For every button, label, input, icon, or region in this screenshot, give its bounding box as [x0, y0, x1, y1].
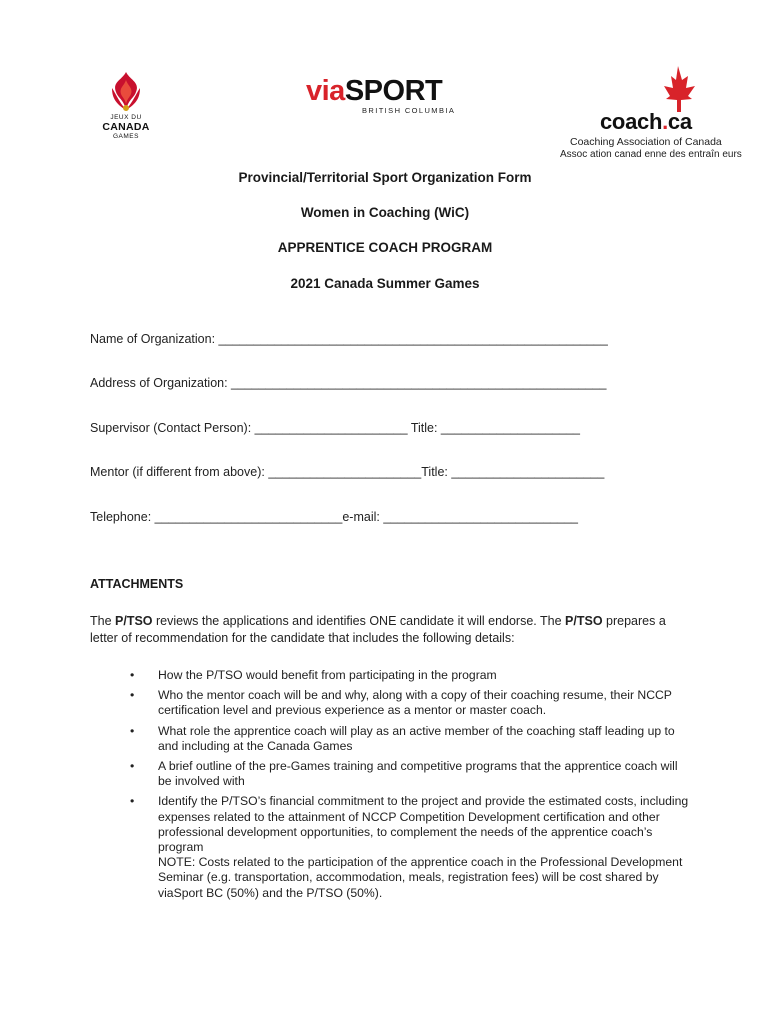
games-title: 2021 Canada Summer Games — [290, 276, 480, 291]
intro-ptso-2: P/TSO — [565, 614, 603, 628]
intro-text-b: reviews the applications and identifies ONE candidate it will endorse. The — [152, 614, 566, 628]
canada-games-line2: CANADA — [102, 121, 150, 133]
cost-note: NOTE: Costs related to the participation of the apprentice coach in the Professional Development Seminar (e.g. transportation, accommodation, meals, registration fees) will be cost shared by viaSport BC (50%) and the P/TSO (50%). — [158, 855, 683, 900]
apprentice-title: APPRENTICE COACH PROGRAM — [277, 240, 493, 255]
intro-text-a: The — [90, 614, 116, 628]
organization-field[interactable]: Name of Organization: ________________________________________________________ — [90, 332, 608, 346]
supervisor-field[interactable]: Supervisor (Contact Person): ______________________ Title: ____________________ — [90, 421, 580, 435]
list-item — [130, 688, 690, 718]
list-item-text: How the P/TSO would benefit from participating in the program — [158, 668, 497, 682]
intro-text-c: prepares a letter of recommendation for the candidate that includes the following details: — [90, 614, 666, 645]
canada-games-line1: JEUX DU — [110, 114, 142, 121]
coach-ca-subtitle-en: Coaching Association of Canada — [570, 136, 722, 148]
intro-ptso-1: P/TSO — [115, 614, 153, 628]
telephone-field[interactable]: Telephone: ___________________________e-mail: ____________________________ — [90, 510, 578, 524]
list-item-text: A brief outline of the pre-Games training and competitive programs that the apprentice coach will be involved with — [158, 759, 678, 789]
form-title: Provincial/Territorial Sport Organization Form — [238, 170, 532, 185]
canada-games-logo — [97, 70, 155, 148]
list-item — [130, 668, 690, 683]
attachments-intro — [90, 613, 690, 647]
coach-ca-subtitle-fr: Assoc ation canad enne des entraîn eurs — [560, 149, 742, 160]
viasport-logo — [306, 76, 468, 120]
viasport-subtitle: BRITISH COLUMBIA — [362, 106, 456, 115]
canada-games-line3: GAMES — [113, 133, 139, 140]
list-item-text: What role the apprentice coach will play as an active member of the coaching staff leading up to and including at the Canada Games — [158, 723, 675, 753]
bullet-icon: • — [130, 668, 135, 682]
address-field[interactable]: Address of Organization: ______________________________________________________ — [90, 376, 607, 390]
bullet-icon: • — [130, 723, 135, 738]
list-item-text: Identify the P/TSO’s financial commitment to the project and provide the estimated costs, including expenses related to the attainment of NCCP Competition Development certification and other professional development opportunities, to complement the needs of the apprentice coach’s program — [158, 794, 689, 855]
attachments-list — [130, 668, 690, 906]
bullet-icon: • — [130, 688, 135, 703]
list-item — [130, 759, 690, 789]
list-item — [130, 794, 690, 900]
mentor-field[interactable]: Mentor (if different from above): ______________________Title: ______________________ — [90, 465, 605, 479]
viasport-via: via — [306, 75, 345, 107]
coach-ca-wordmark — [600, 110, 692, 134]
bullet-icon: • — [130, 794, 135, 809]
attachments-heading: ATTACHMENTS — [90, 577, 184, 591]
viasport-sport: SPORT — [344, 75, 443, 107]
coach-ca-logo — [560, 66, 750, 162]
coach-ca-word-post: ca — [667, 109, 692, 134]
coach-ca-word-pre: coach — [600, 109, 663, 134]
viasport-wordmark — [306, 76, 468, 106]
program-title: Women in Coaching (WiC) — [300, 205, 470, 220]
coach-ca-word-dot: . — [662, 109, 668, 134]
list-item — [130, 724, 690, 754]
bullet-icon: • — [130, 759, 135, 774]
canada-games-flame-icon — [106, 70, 146, 114]
list-item-text: Who the mentor coach will be and why, along with a copy of their coaching resume, their NCCP certification level and previous experience as a mentor or master coach. — [158, 688, 672, 718]
